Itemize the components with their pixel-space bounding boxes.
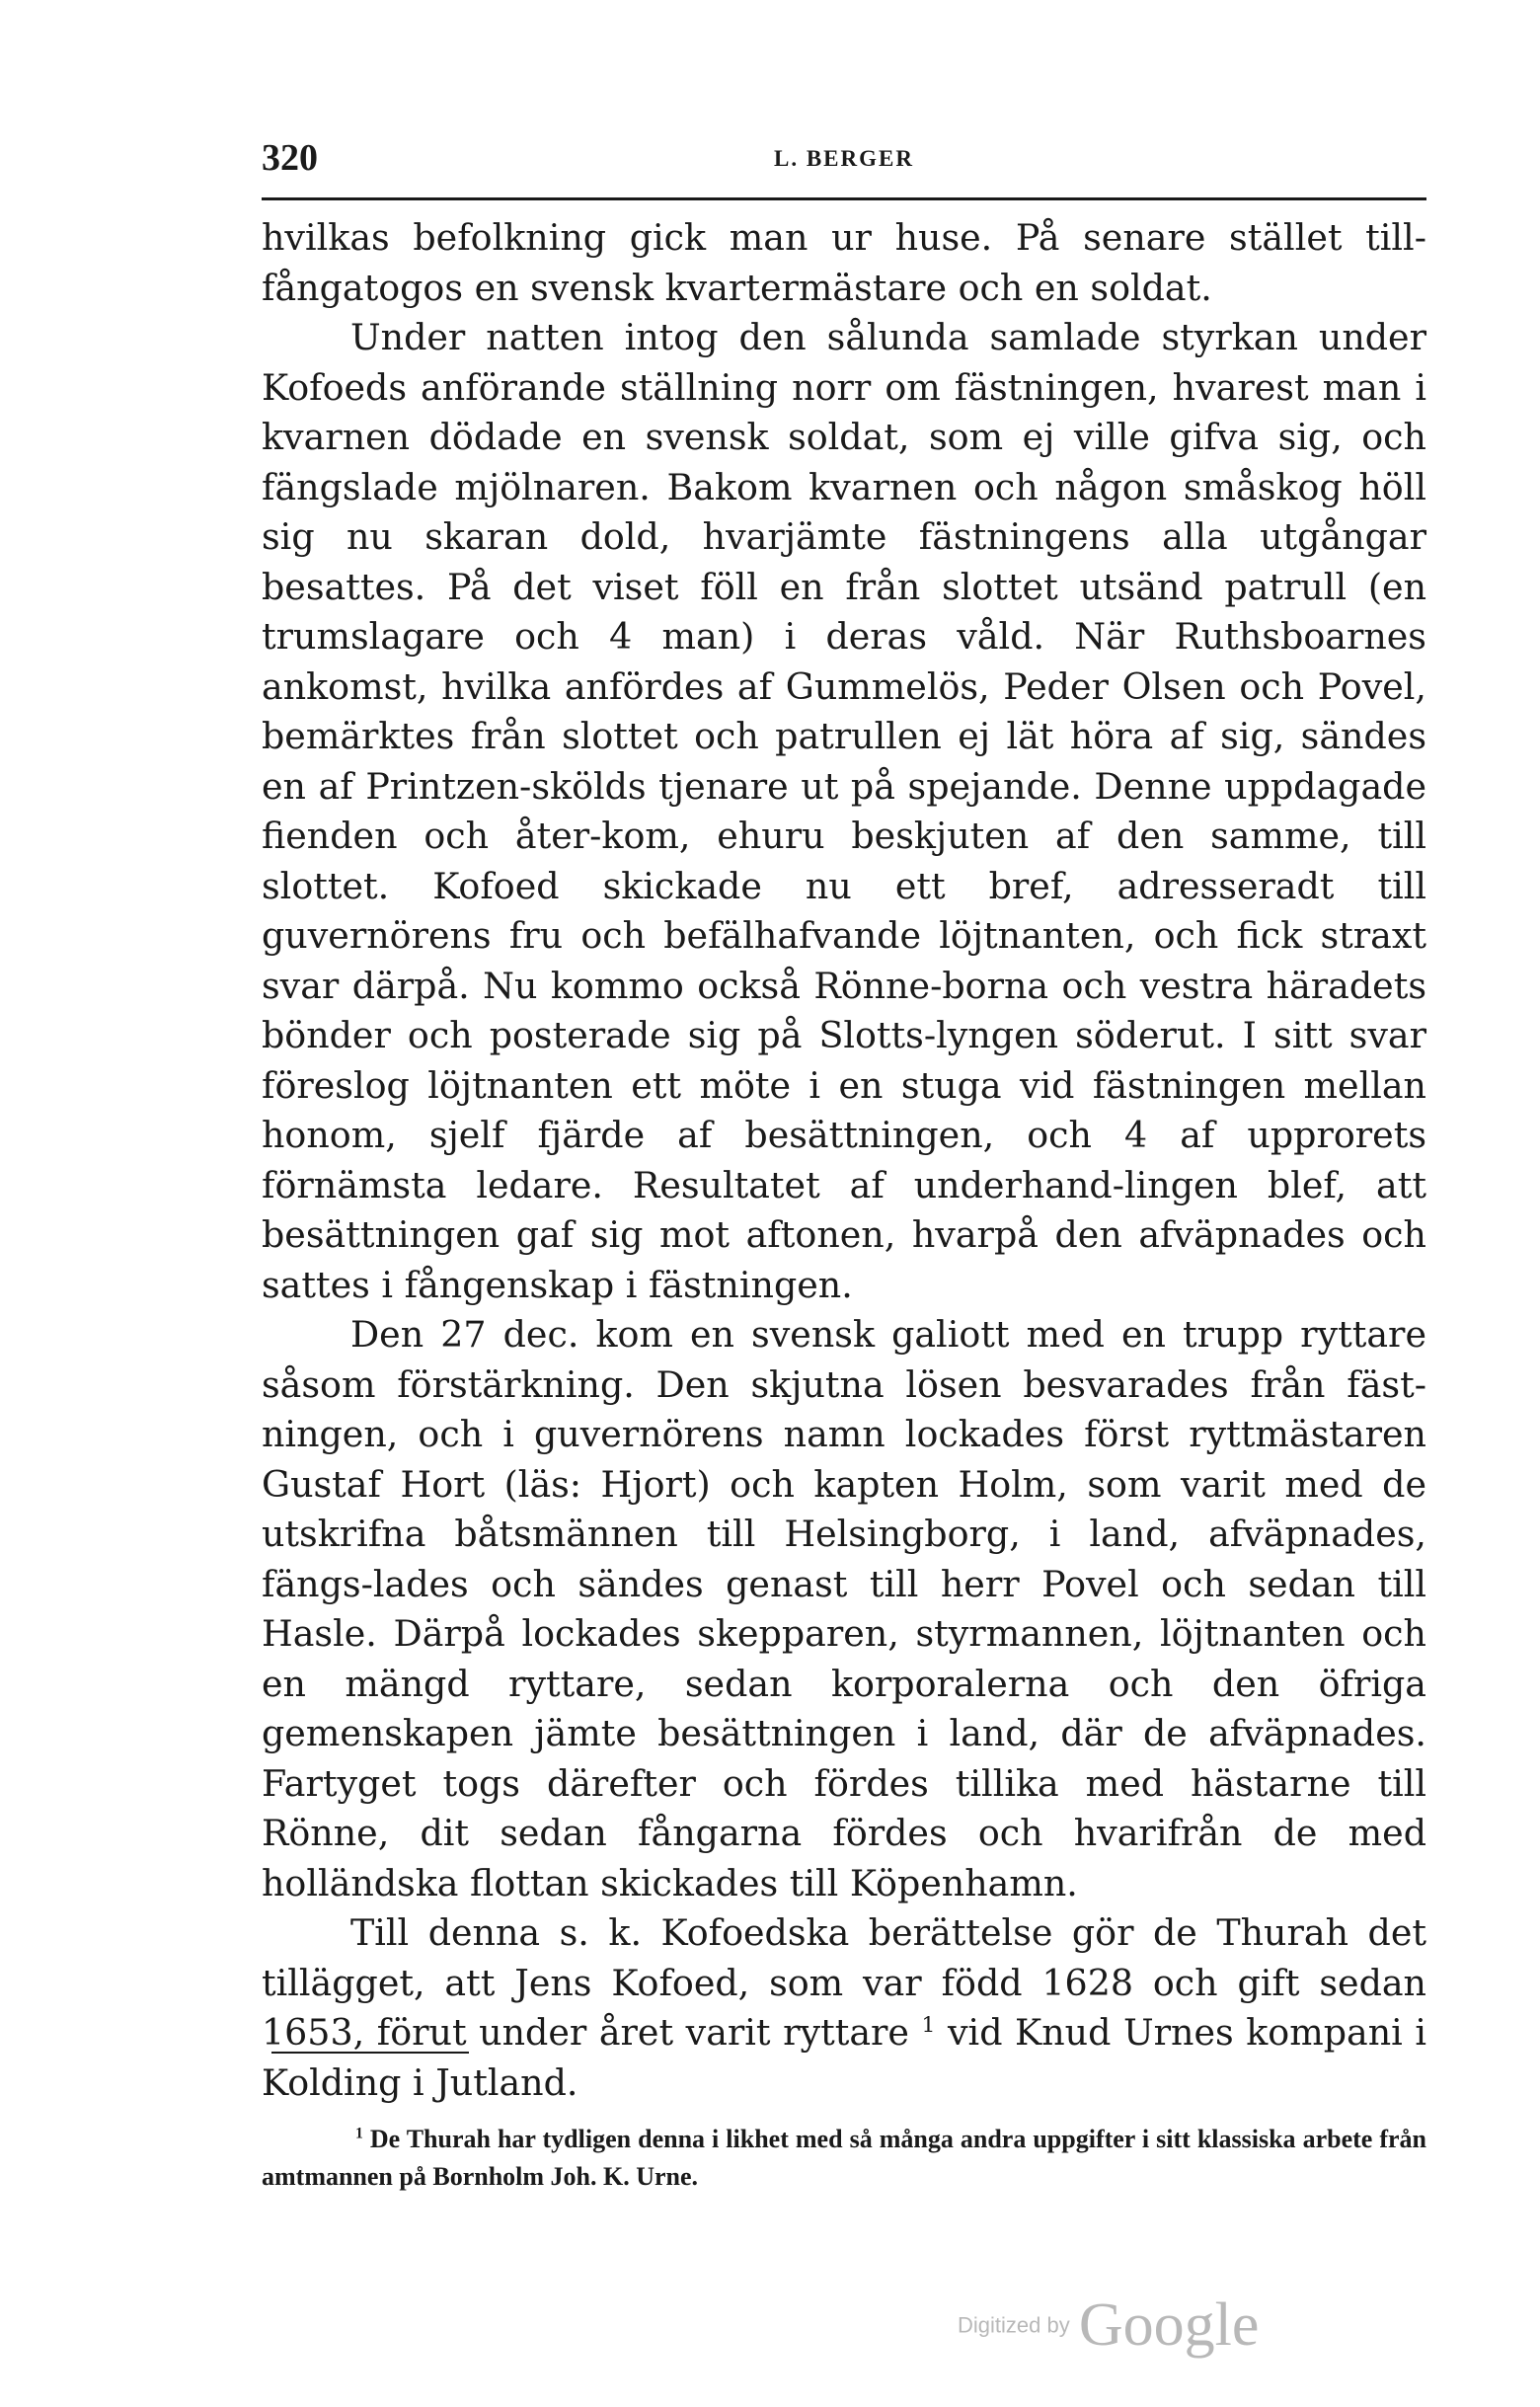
page-number: 320	[262, 137, 318, 179]
paragraph-1: hvilkas befolkning gick man ur huse. På senare stället till-fångatogos en svensk kvartermästare och en soldat.	[262, 216, 1426, 309]
header-rule	[262, 197, 1426, 200]
body-text	[262, 213, 1426, 2108]
paragraph-4	[262, 1908, 1426, 2108]
footnote-rule	[271, 2052, 469, 2054]
paragraph-4-text-b: vid Knud Urnes kompani i Kolding i Jutland.	[262, 2011, 1426, 2104]
google-logo: Google	[1078, 2291, 1260, 2359]
watermark-prefix: Digitized by	[958, 2312, 1070, 2338]
paragraph-2: Under natten intog den sålunda samlade styrkan under Kofoeds anförande ställning norr om fästningen, hvarest man i kvarnen dödade en svensk soldat, som ej ville gifva sig, och fängslade mjölnaren. Bakom kvarnen och någon småskog höll sig nu skaran dold, hvarjämte fästningens alla utgångar besattes. På det viset föll en från slottet utsänd patrull (en trumslagare och 4 man) i deras våld. När Ruthsboarnes ankomst, hvilka anfördes af Gummelös, Peder Olsen och Povel, bemärktes från slottet och patrullen ej lät höra af sig, sändes en af Printzen-skölds tjenare ut på spejande. Denne uppdagade fienden och åter-kom, ehuru beskjuten af den samme, till slottet. Kofoed skickade nu ett bref, adresseradt till guvernörens fru och befälhafvande löjtnanten, och fick straxt svar därpå. Nu kommo också Rönne-borna och vestra häradets bönder och posterade sig på Slotts-lyngen söderut. I sitt svar föreslog löjtnanten ett möte i en stuga vid fästningen mellan honom, sjelf fjärde af besättningen, och 4 af upprorets förnämsta ledare. Resultatet af underhand-lingen blef, att besättningen gaf sig mot aftonen, hvarpå den afväpnades och sattes i fångenskap i fästningen.	[262, 316, 1426, 1306]
paragraph-4-text-a: Till denna s. k. Kofoedska berättelse gör de Thurah det tillägget, att Jens Kofoed, som var född 1628 och gift sedan 1653, förut under året varit ryttare	[262, 1911, 1426, 2054]
paragraph-3: Den 27 dec. kom en svensk galiott med en trupp ryttare såsom förstärkning. Den skjutna lösen besvarades från fäst-ningen, och i guvernörens namn lockades först ryttmästaren Gustaf Hort (läs: Hjort) och kapten Holm, som varit med de utskrifna båtsmännen till Helsingborg, i land, afväpnades, fängs-lades och sändes genast till herr Povel och sedan till Hasle. Därpå lockades skepparen, styrmannen, löjtnanten och en mängd ryttare, sedan korporalerna och den öfriga gemenskapen jämte besättningen i land, där de afväpnades. Fartyget togs därefter och fördes tillika med hästarne till Rönne, dit sedan fångarna fördes och hvarifrån de med holländska flottan skickades till Köpenhamn.	[262, 1313, 1426, 1904]
footnote-reference[interactable]: 1	[921, 2012, 936, 2038]
page-header	[262, 128, 1426, 188]
digitization-watermark	[958, 2291, 1259, 2361]
footnote-text: De Thurah har tydligen denna i likhet med så många andra uppgifter i sitt klassiska arbete från amtmannen på Bornholm Joh. K. Urne.	[262, 2125, 1426, 2191]
footnote-marker: 1	[355, 2125, 363, 2142]
running-head: L. BERGER	[774, 146, 914, 171]
footnote	[262, 2121, 1426, 2196]
